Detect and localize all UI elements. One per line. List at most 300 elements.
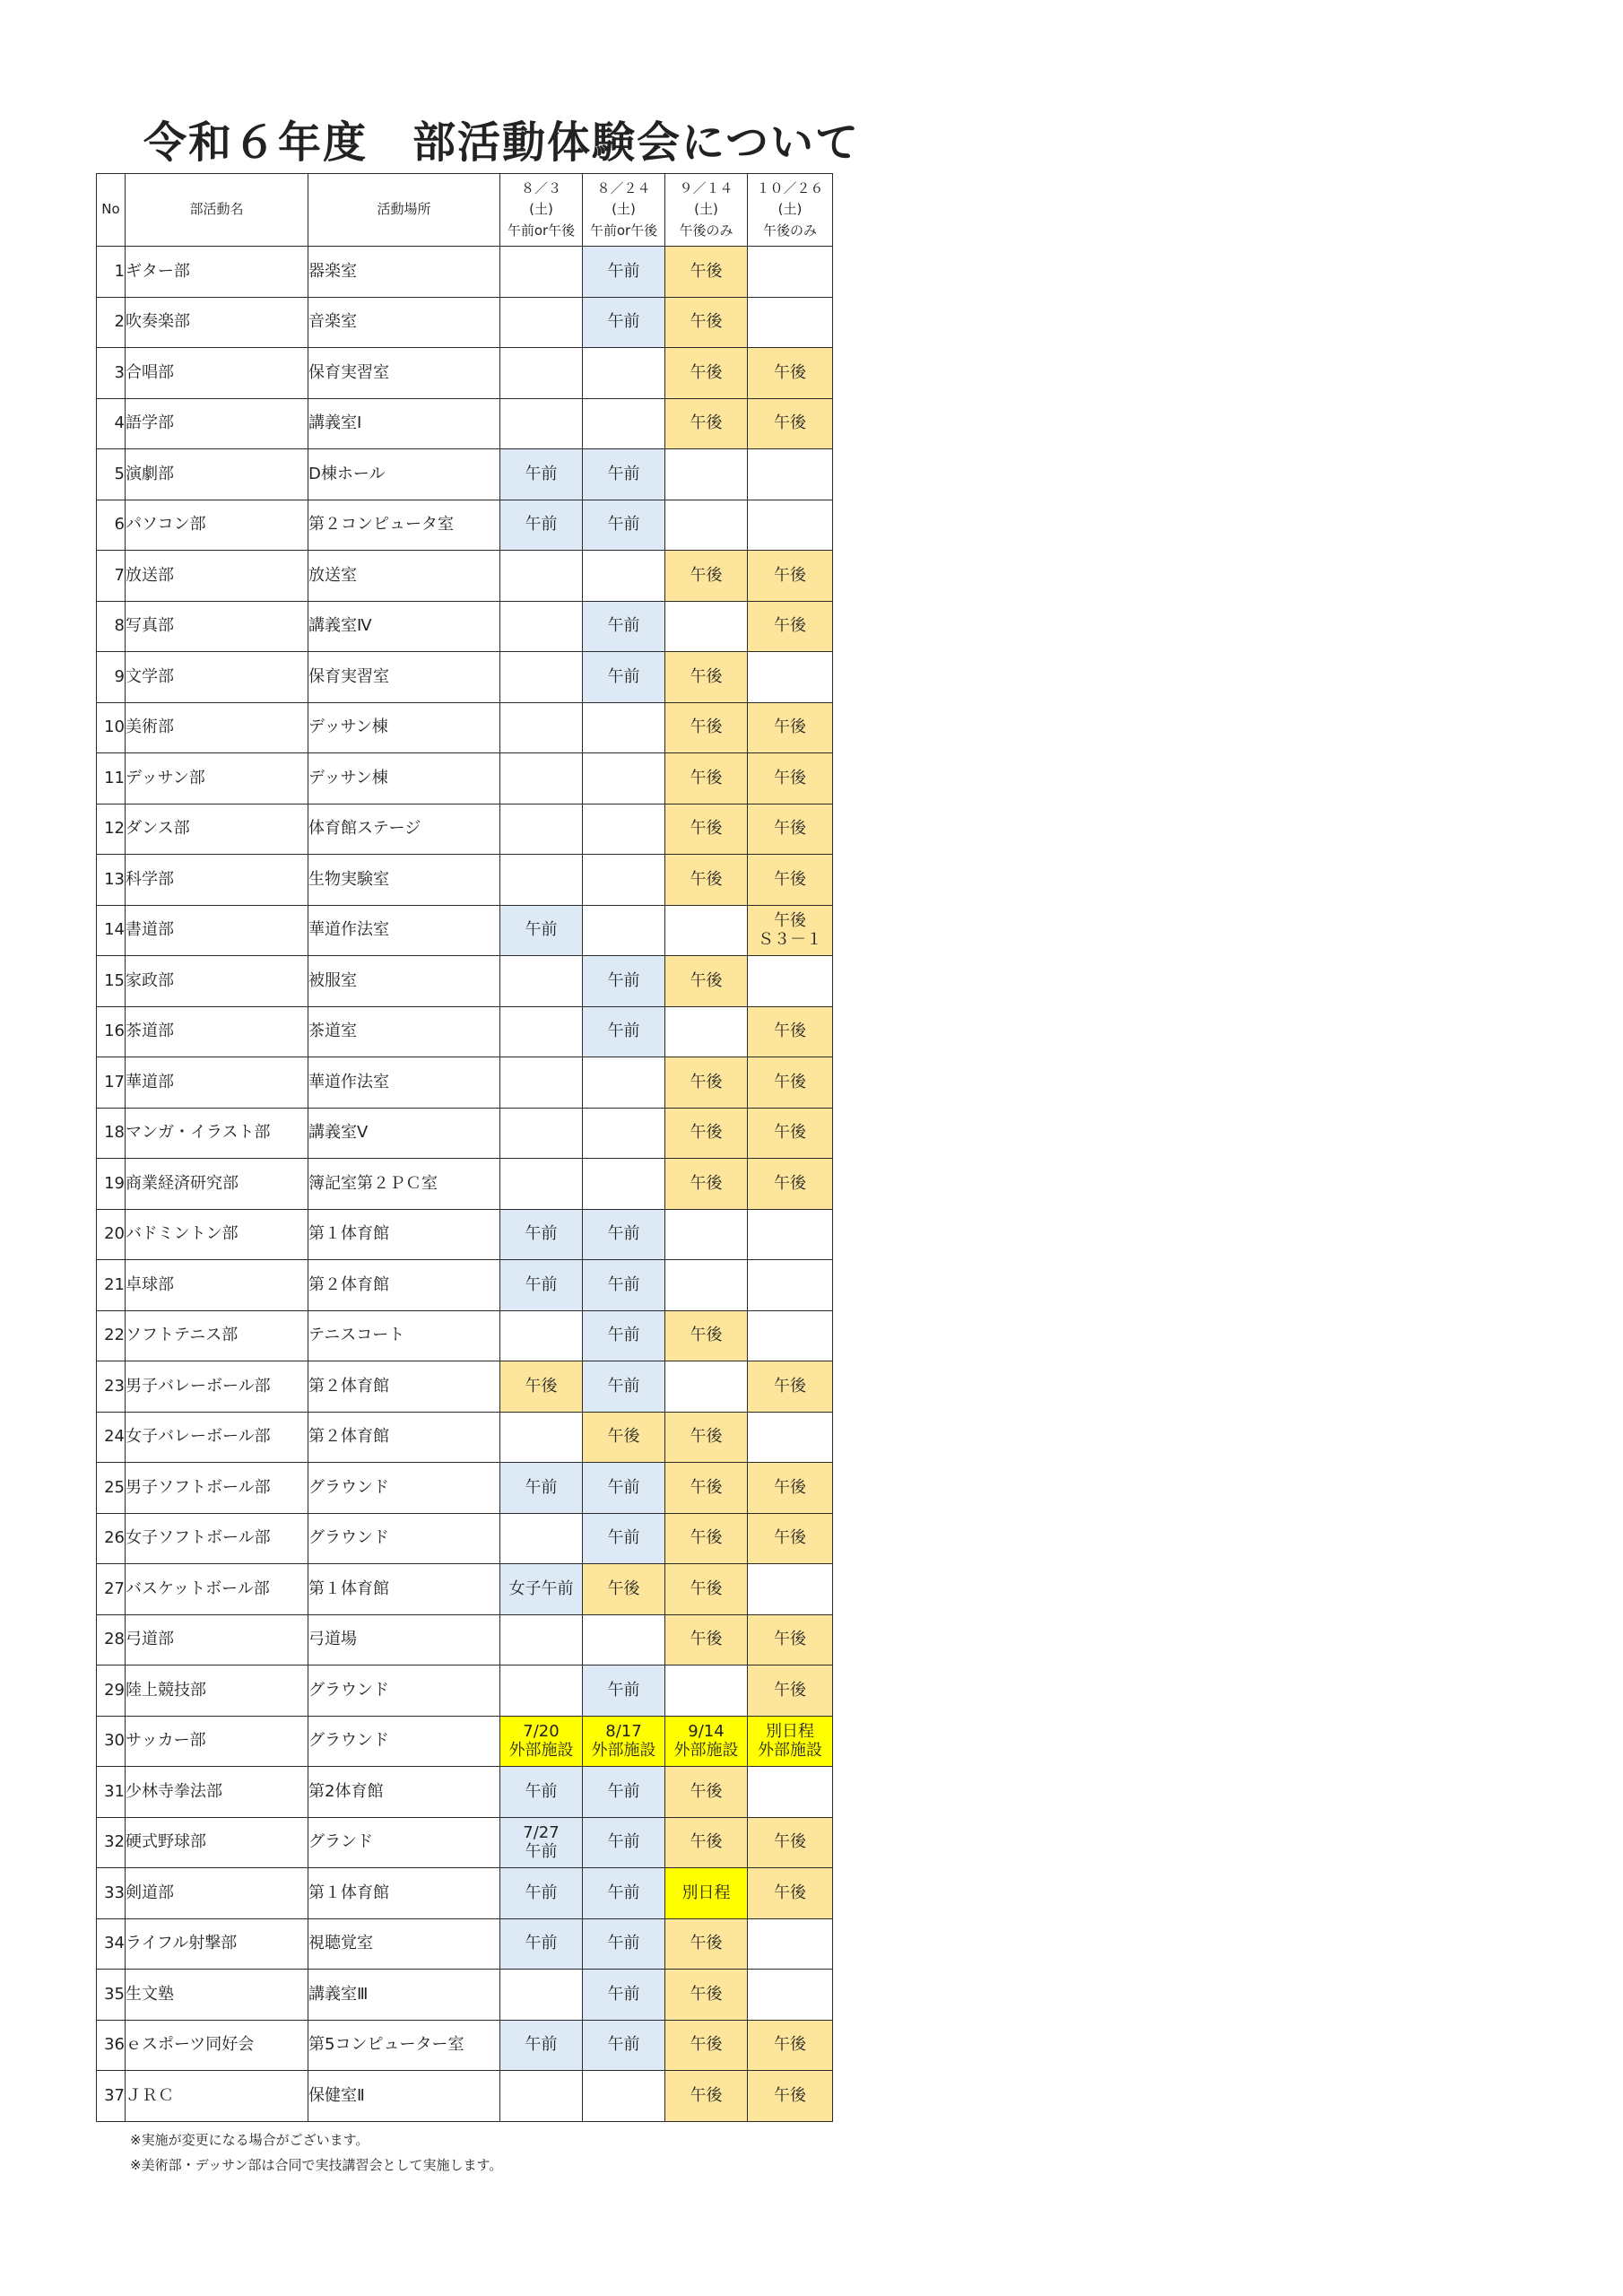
schedule-slot-4 (748, 1463, 833, 1514)
table-row (97, 1970, 833, 2021)
schedule-slot-3 (665, 1057, 748, 1109)
row-number: 35 (97, 1970, 126, 2021)
slot-line: 午前 (607, 1528, 640, 1548)
club-name: 卓球部 (126, 1260, 308, 1311)
row-number: 18 (97, 1108, 126, 1159)
slot-line: 午後 (774, 1173, 806, 1193)
slot-line: 外部施設 (591, 1741, 656, 1761)
schedule-slot-3 (665, 1006, 748, 1057)
slot-line: 午前 (607, 1224, 640, 1244)
schedule-slot-2 (583, 753, 665, 804)
club-name: 商業経済研究部 (126, 1159, 308, 1210)
schedule-slot-4 (748, 500, 833, 551)
club-name: 少林寺拳法部 (126, 1767, 308, 1818)
schedule-slot-4 (748, 702, 833, 753)
slot-line: 午前 (525, 1842, 558, 1862)
schedule-slot-1 (500, 449, 583, 500)
schedule-slot-4 (748, 2071, 833, 2122)
activity-place: 第２体育館 (308, 1260, 500, 1311)
schedule-slot-2 (583, 1767, 665, 1818)
activity-place: 第１体育館 (308, 1209, 500, 1260)
slot-line: 外部施設 (673, 1741, 739, 1761)
schedule-slot-1 (500, 1006, 583, 1057)
club-name: 硬式野球部 (126, 1817, 308, 1868)
activity-place: デッサン棟 (308, 753, 500, 804)
schedule-slot-3 (665, 1614, 748, 1665)
footnote: ※実施が変更になる場合がございます。 (130, 2132, 369, 2148)
schedule-slot-4 (748, 1209, 833, 1260)
header-place: 活動場所 (308, 174, 500, 247)
row-number: 34 (97, 1918, 126, 1970)
schedule-slot-3 (665, 449, 748, 500)
footnote: ※美術部・デッサン部は合同で実技講習会として実施します。 (130, 2157, 503, 2173)
row-number: 1 (97, 247, 126, 298)
slot-line: 午後 (690, 1832, 723, 1852)
row-number: 33 (97, 1868, 126, 1919)
schedule-slot-2 (583, 1614, 665, 1665)
schedule-slot-2 (583, 905, 665, 956)
schedule-slot-4 (748, 1868, 833, 1919)
row-number: 20 (97, 1209, 126, 1260)
table-row (97, 1564, 833, 1615)
slot-line: 午前 (607, 515, 640, 535)
schedule-slot-3 (665, 855, 748, 906)
slot-line: 外部施設 (508, 1741, 574, 1761)
table-row (97, 2020, 833, 2071)
activity-place: テニスコート (308, 1310, 500, 1361)
schedule-slot-4 (748, 247, 833, 298)
schedule-slot-2 (583, 956, 665, 1007)
slot-line: 午前 (607, 1984, 640, 2004)
schedule-slot-4 (748, 1716, 833, 1767)
table-row (97, 2071, 833, 2122)
club-name: 家政部 (126, 956, 308, 1007)
slot-line: 午後 (774, 768, 806, 787)
schedule-slot-3 (665, 1513, 748, 1564)
row-number: 7 (97, 551, 126, 602)
slot-line: 午前 (525, 515, 558, 535)
slot-line: 午後 (690, 362, 723, 382)
club-name: 華道部 (126, 1057, 308, 1109)
slot-line: 午前 (607, 1326, 640, 1345)
row-number: 16 (97, 1006, 126, 1057)
schedule-slot-2 (583, 1057, 665, 1109)
activity-place: グラウンド (308, 1513, 500, 1564)
schedule-slot-1 (500, 2020, 583, 2071)
schedule-slot-2 (583, 1006, 665, 1057)
schedule-slot-2 (583, 1463, 665, 1514)
schedule-slot-1 (500, 702, 583, 753)
club-name: 科学部 (126, 855, 308, 906)
schedule-slot-4 (748, 1665, 833, 1717)
slot-line: 午後 (690, 869, 723, 889)
slot-line: 午前 (607, 1680, 640, 1700)
row-number: 21 (97, 1260, 126, 1311)
table-row (97, 1918, 833, 1970)
schedule-slot-3 (665, 1817, 748, 1868)
slot-line: 午前 (607, 464, 640, 483)
slot-line: 午前 (525, 1934, 558, 1953)
schedule-slot-2 (583, 702, 665, 753)
slot-line: 午後 (774, 1022, 806, 1041)
slot-line: 午後 (690, 1072, 723, 1091)
slot-line: 午後 (774, 616, 806, 636)
slot-line: 午前 (525, 920, 558, 940)
table-row (97, 449, 833, 500)
schedule-slot-4 (748, 1767, 833, 1818)
header-row (97, 174, 833, 247)
table-row (97, 398, 833, 449)
slot-line: 9/14 (688, 1721, 725, 1741)
slot-line: 午後 (774, 1630, 806, 1649)
schedule-slot-3 (665, 500, 748, 551)
schedule-slot-4 (748, 753, 833, 804)
schedule-slot-3 (665, 1564, 748, 1615)
slot-line: 午前 (607, 1781, 640, 1801)
schedule-slot-4 (748, 1412, 833, 1463)
slot-line: 午後 (774, 1883, 806, 1902)
slot-line: 午後 (690, 413, 723, 433)
row-number: 22 (97, 1310, 126, 1361)
schedule-slot-1 (500, 398, 583, 449)
slot-line: 午後 (690, 2085, 723, 2105)
slot-line: 午前 (525, 1883, 558, 1902)
row-number: 8 (97, 601, 126, 652)
schedule-slot-3 (665, 1970, 748, 2021)
slot-line: 午後 (774, 718, 806, 737)
slot-line: 午前 (525, 2035, 558, 2055)
activity-place: グラウンド (308, 1665, 500, 1717)
schedule-slot-1 (500, 1108, 583, 1159)
row-number: 14 (97, 905, 126, 956)
slot-line: 午後 (774, 1680, 806, 1700)
schedule-slot-3 (665, 1209, 748, 1260)
table-row (97, 1159, 833, 1210)
table-row (97, 551, 833, 602)
schedule-slot-1 (500, 1310, 583, 1361)
schedule-slot-2 (583, 1260, 665, 1311)
club-name: 演劇部 (126, 449, 308, 500)
schedule-slot-1 (500, 2071, 583, 2122)
activity-place: 第２コンピュータ室 (308, 500, 500, 551)
schedule-slot-4 (748, 1310, 833, 1361)
activity-place: D棟ホール (308, 449, 500, 500)
slot-line: 午前 (607, 261, 640, 281)
row-number: 17 (97, 1057, 126, 1109)
schedule-slot-4 (748, 1006, 833, 1057)
schedule-slot-3 (665, 1159, 748, 1210)
schedule-slot-4 (748, 1970, 833, 2021)
row-number: 31 (97, 1767, 126, 1818)
schedule-slot-2 (583, 1159, 665, 1210)
activity-place: グラウンド (308, 1716, 500, 1767)
table-row (97, 348, 833, 399)
activity-place: 器楽室 (308, 247, 500, 298)
table-row (97, 1614, 833, 1665)
schedule-slot-4 (748, 1614, 833, 1665)
activity-place: 華道作法室 (308, 905, 500, 956)
row-number: 13 (97, 855, 126, 906)
row-number: 28 (97, 1614, 126, 1665)
slot-line: 午後 (690, 1173, 723, 1193)
slot-line: 午前 (525, 1477, 558, 1497)
schedule-slot-3 (665, 1868, 748, 1919)
slot-line: 午後 (690, 1578, 723, 1598)
slot-line: 午後 (690, 1630, 723, 1649)
schedule-slot-2 (583, 398, 665, 449)
activity-place: 放送室 (308, 551, 500, 602)
table-row (97, 1108, 833, 1159)
row-number: 29 (97, 1665, 126, 1717)
club-name: バドミントン部 (126, 1209, 308, 1260)
schedule-slot-4 (748, 652, 833, 703)
club-name: 男子バレーボール部 (126, 1361, 308, 1413)
schedule-slot-1 (500, 1918, 583, 1970)
slot-line: 午後 (774, 819, 806, 839)
table-row (97, 247, 833, 298)
header-date-1: ８／３ (土) 午前or午後 (500, 174, 583, 247)
slot-line: 午後 (690, 768, 723, 787)
activity-place: 第5コンピューター室 (308, 2020, 500, 2071)
activity-place: 第１体育館 (308, 1564, 500, 1615)
table-row (97, 1412, 833, 1463)
schedule-slot-3 (665, 348, 748, 399)
activity-place: 保育実習室 (308, 652, 500, 703)
slot-line: 午前 (607, 1477, 640, 1497)
slot-line: 午後 (774, 1072, 806, 1091)
table-row (97, 652, 833, 703)
club-name: デッサン部 (126, 753, 308, 804)
slot-line: 7/27 (523, 1822, 560, 1842)
slot-line: 午後 (690, 565, 723, 585)
club-name: 茶道部 (126, 1006, 308, 1057)
schedule-table (96, 173, 833, 2122)
schedule-slot-1 (500, 804, 583, 855)
slot-line: 別日程 (766, 1721, 814, 1741)
slot-line: 午後 (774, 362, 806, 382)
slot-line: 午後 (690, 718, 723, 737)
schedule-slot-3 (665, 905, 748, 956)
header-date-2: ８／２４ (土) 午前or午後 (583, 174, 665, 247)
schedule-slot-2 (583, 1310, 665, 1361)
club-name: 合唱部 (126, 348, 308, 399)
slot-line: 午後 (607, 1427, 640, 1447)
activity-place: 体育館ステージ (308, 804, 500, 855)
slot-line: 午後 (690, 312, 723, 332)
club-name: 文学部 (126, 652, 308, 703)
slot-line: 午後 (690, 1781, 723, 1801)
slot-line: 午後 (690, 666, 723, 686)
schedule-slot-1 (500, 1412, 583, 1463)
schedule-slot-4 (748, 804, 833, 855)
table-row (97, 1868, 833, 1919)
schedule-slot-2 (583, 1970, 665, 2021)
slot-line: 午後 (690, 970, 723, 990)
schedule-slot-1 (500, 1057, 583, 1109)
activity-place: 第2体育館 (308, 1767, 500, 1818)
slot-line: 午前 (607, 1376, 640, 1396)
schedule-slot-2 (583, 855, 665, 906)
schedule-slot-1 (500, 297, 583, 348)
schedule-slot-3 (665, 1412, 748, 1463)
club-name: 放送部 (126, 551, 308, 602)
schedule-slot-4 (748, 905, 833, 956)
schedule-slot-1 (500, 1260, 583, 1311)
row-number: 4 (97, 398, 126, 449)
club-name: 吹奏楽部 (126, 297, 308, 348)
slot-line: 午前 (607, 1274, 640, 1294)
schedule-slot-1 (500, 1970, 583, 2021)
schedule-slot-1 (500, 551, 583, 602)
schedule-slot-2 (583, 348, 665, 399)
row-number: 27 (97, 1564, 126, 1615)
schedule-slot-1 (500, 1716, 583, 1767)
schedule-slot-1 (500, 1868, 583, 1919)
header-club: 部活動名 (126, 174, 308, 247)
slot-line: 午後 (774, 869, 806, 889)
schedule-slot-4 (748, 2020, 833, 2071)
table-row (97, 956, 833, 1007)
schedule-slot-4 (748, 1108, 833, 1159)
row-number: 19 (97, 1159, 126, 1210)
activity-place: 音楽室 (308, 297, 500, 348)
slot-line: 午後 (690, 1477, 723, 1497)
slot-line: 午後 (774, 565, 806, 585)
schedule-slot-2 (583, 1564, 665, 1615)
activity-place: デッサン棟 (308, 702, 500, 753)
schedule-slot-1 (500, 956, 583, 1007)
schedule-slot-2 (583, 1361, 665, 1413)
schedule-slot-4 (748, 855, 833, 906)
schedule-slot-1 (500, 348, 583, 399)
table-row (97, 1463, 833, 1514)
schedule-slot-3 (665, 804, 748, 855)
club-name: 写真部 (126, 601, 308, 652)
schedule-slot-2 (583, 2020, 665, 2071)
row-number: 30 (97, 1716, 126, 1767)
slot-line: 午後 (607, 1578, 640, 1598)
table-row (97, 1513, 833, 1564)
schedule-slot-2 (583, 1209, 665, 1260)
schedule-slot-2 (583, 1108, 665, 1159)
club-name: バスケットボール部 (126, 1564, 308, 1615)
activity-place: 弓道場 (308, 1614, 500, 1665)
schedule-slot-2 (583, 1513, 665, 1564)
schedule-slot-3 (665, 398, 748, 449)
club-name: 書道部 (126, 905, 308, 956)
club-name: 生文塾 (126, 1970, 308, 2021)
table-row (97, 905, 833, 956)
club-name: マンガ・イラスト部 (126, 1108, 308, 1159)
activity-place: 保育実習室 (308, 348, 500, 399)
slot-line: 午後 (690, 1528, 723, 1548)
schedule-slot-4 (748, 1260, 833, 1311)
club-name: 語学部 (126, 398, 308, 449)
row-number: 11 (97, 753, 126, 804)
schedule-slot-3 (665, 1716, 748, 1767)
page-title: 令和６年度 部活動体験会について (143, 117, 861, 168)
schedule-slot-4 (748, 601, 833, 652)
slot-line: 午後 (774, 1477, 806, 1497)
club-name: ソフトテニス部 (126, 1310, 308, 1361)
schedule-slot-2 (583, 449, 665, 500)
row-number: 5 (97, 449, 126, 500)
activity-place: 生物実験室 (308, 855, 500, 906)
slot-line: 午後 (774, 1528, 806, 1548)
row-number: 37 (97, 2071, 126, 2122)
club-name: 女子ソフトボール部 (126, 1513, 308, 1564)
schedule-slot-4 (748, 1057, 833, 1109)
slot-line: 午前 (607, 1022, 640, 1041)
table-row (97, 1817, 833, 1868)
row-number: 15 (97, 956, 126, 1007)
slot-line: 8/17 (605, 1721, 642, 1741)
schedule-slot-2 (583, 804, 665, 855)
slot-line: 午後 (690, 1427, 723, 1447)
schedule-slot-4 (748, 1513, 833, 1564)
schedule-slot-4 (748, 1817, 833, 1868)
slot-line: 午後 (690, 261, 723, 281)
table-row (97, 855, 833, 906)
schedule-slot-1 (500, 1564, 583, 1615)
activity-place: 講義室Ⅲ (308, 1970, 500, 2021)
club-name: 剣道部 (126, 1868, 308, 1919)
row-number: 3 (97, 348, 126, 399)
slot-line: 午前 (607, 2035, 640, 2055)
schedule-slot-2 (583, 551, 665, 602)
schedule-slot-1 (500, 1159, 583, 1210)
table-row (97, 297, 833, 348)
schedule-slot-3 (665, 2020, 748, 2071)
slot-line: 午後 (690, 819, 723, 839)
club-name: 男子ソフトボール部 (126, 1463, 308, 1514)
activity-place: 講義室Ⅴ (308, 1108, 500, 1159)
header-date-3: ９／１４ (土) 午後のみ (665, 174, 748, 247)
slot-line: 7/20 (523, 1721, 560, 1741)
schedule-slot-4 (748, 1159, 833, 1210)
table-row (97, 1716, 833, 1767)
slot-line: 午前 (607, 1883, 640, 1902)
slot-line: 午前 (607, 970, 640, 990)
activity-place: 第２体育館 (308, 1361, 500, 1413)
slot-line: 午前 (607, 1934, 640, 1953)
slot-line: 午前 (607, 1832, 640, 1852)
schedule-slot-4 (748, 449, 833, 500)
schedule-slot-2 (583, 1918, 665, 1970)
club-name: ＪＲＣ (126, 2071, 308, 2122)
row-number: 36 (97, 2020, 126, 2071)
schedule-slot-1 (500, 1614, 583, 1665)
activity-place: 講義室Ⅰ (308, 398, 500, 449)
schedule-slot-1 (500, 1817, 583, 1868)
header-no: No (97, 174, 126, 247)
schedule-slot-2 (583, 1412, 665, 1463)
club-name: 陸上競技部 (126, 1665, 308, 1717)
schedule-slot-4 (748, 551, 833, 602)
schedule-slot-3 (665, 1918, 748, 1970)
club-name: 美術部 (126, 702, 308, 753)
slot-line: 午後 (690, 1934, 723, 1953)
schedule-slot-1 (500, 1665, 583, 1717)
schedule-slot-3 (665, 1463, 748, 1514)
schedule-slot-3 (665, 652, 748, 703)
schedule-slot-4 (748, 348, 833, 399)
activity-place: 被服室 (308, 956, 500, 1007)
slot-line: 午後 (774, 2085, 806, 2105)
slot-line: 午後 (774, 1832, 806, 1852)
activity-place: グランド (308, 1817, 500, 1868)
slot-line: 午前 (525, 1781, 558, 1801)
